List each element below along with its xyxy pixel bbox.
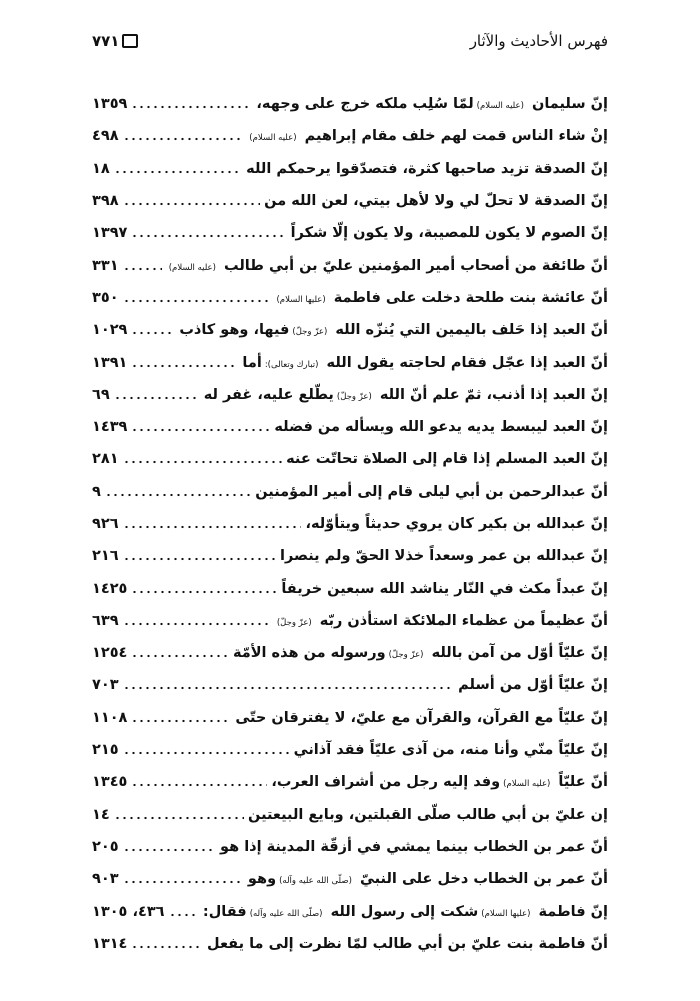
entry-text-segment: إنّ سليمان (531, 96, 608, 113)
index-entry (92, 379, 608, 411)
dot-leader (169, 913, 199, 917)
entry-text-segment: شكت إلى رسول الله (330, 903, 479, 920)
honorific: (عليه السلام) (476, 101, 524, 112)
entry-text (203, 904, 608, 920)
entry-text (242, 355, 608, 371)
entry-text (271, 774, 608, 790)
honorific: (عليه السلام) (503, 779, 551, 790)
page-reference: ٣٣١ (92, 257, 119, 274)
index-entry (92, 476, 608, 508)
entry-text (274, 613, 608, 629)
dot-leader (123, 880, 244, 884)
dot-leader (123, 460, 283, 464)
entry-text-segment: ورسوله من هذه الأمّة (232, 645, 386, 662)
entry-text-segment: فيها، وهو كاذب (179, 322, 290, 339)
entry-text (264, 193, 608, 209)
index-entry (92, 895, 608, 927)
dot-leader (114, 396, 200, 400)
entry-text-segment: أنّ طائفة من أصحاب أمير المؤمنين عليّ بن أبي طالب (224, 257, 608, 274)
dot-leader (123, 751, 290, 755)
entry-text-segment: إن عليّ بن أبي طالب صلّى القبلتين، وبايع البيعتين (248, 806, 608, 823)
dot-leader (114, 816, 244, 820)
index-entry (92, 282, 608, 314)
dot-leader (131, 364, 238, 368)
honorific: (عزّ وجلّ) (388, 650, 424, 661)
index-entry (92, 702, 608, 734)
entry-text (246, 128, 608, 144)
dot-leader (123, 557, 276, 561)
page-reference: ٣٩٨ (92, 193, 119, 210)
index-entry (92, 863, 608, 895)
page-reference: ١٢٥٤ (92, 645, 128, 662)
entry-text-segment: أنّ عائشة بنت طلحة دخلت على فاطمة (333, 289, 608, 306)
entry-text (255, 484, 608, 500)
entry-text (179, 322, 608, 338)
entry-text-segment: لمّا سُلِب ملكه خرج على وجهه، (256, 96, 474, 113)
index-entry (92, 120, 608, 152)
entry-text (207, 936, 608, 952)
index-entry (92, 153, 608, 185)
dot-leader (131, 945, 203, 949)
entry-text-segment: فقال: (202, 903, 247, 920)
index-entry (92, 734, 608, 766)
page-reference: ٩ (92, 483, 101, 500)
entry-text-segment: وفد إليه رجل من أشراف العرب، (271, 774, 501, 791)
dot-leader (123, 686, 455, 690)
dot-leader (131, 590, 277, 594)
index-entry (92, 185, 608, 217)
entry-text-segment: أما (242, 354, 262, 371)
page-reference: ١٣٥٩ (92, 96, 128, 113)
entry-text (235, 710, 608, 726)
entry-text (305, 516, 608, 532)
page-reference: ٧٠٣ (92, 677, 119, 694)
dot-leader (123, 202, 261, 206)
honorific: (صلّى الله عليه وآله) (249, 908, 323, 919)
honorific: (تبارك وتعالى): (264, 359, 319, 370)
index-entry (92, 831, 608, 863)
entry-text (233, 645, 608, 661)
dot-leader (131, 234, 286, 238)
page-reference: ١١٠٨ (92, 709, 128, 726)
index-list (92, 88, 608, 960)
page-reference: ١٣١٤ (92, 935, 128, 952)
page-reference: ١٣٩١ (92, 354, 128, 371)
honorific: (عزّ وجلّ) (276, 617, 312, 628)
entry-text-segment: أنّ عمر بن الخطاب بينما يمشي في أزقّة المدينة إذا هو (220, 838, 608, 855)
honorific: (عليه السلام) (249, 133, 297, 144)
entry-text (281, 581, 608, 597)
dot-leader (114, 170, 242, 174)
entry-text-segment: إنّ عليّاً منّي وأنا منه، من آذى عليّاً فقد آذاني (293, 742, 608, 759)
entry-text-segment: وهو (247, 871, 277, 888)
page-reference: ٩٢٦ (92, 516, 119, 532)
entry-text-segment: إنّ عبدالله بن بكير كان يروي حديثاً ويتأوّله، (305, 516, 608, 532)
honorific: (عليها السلام) (276, 294, 326, 305)
entry-text-segment: إنّ عليّاً أوّل من أسلم (458, 677, 608, 694)
entry-text (291, 225, 608, 241)
dot-leader (123, 622, 270, 626)
entry-text (286, 451, 608, 467)
index-entry (92, 443, 608, 475)
entry-text (274, 419, 608, 435)
page-reference: ٣٥٠ (92, 289, 119, 306)
entry-text-segment: إنّ الصوم لا يكون للمصيبة، ولا يكون إلّا شكراً (290, 225, 608, 242)
entry-text (220, 839, 608, 855)
page-reference: ٤٣٦، ١٣٠٥ (92, 903, 165, 920)
honorific: (صلّى الله عليه وآله) (279, 876, 352, 887)
index-entry (92, 766, 608, 798)
dot-leader (123, 299, 270, 303)
dot-leader (105, 493, 251, 497)
entry-text-segment: إنّ الصدقة تزيد صاحبها كثرة، فتصدّقوا يرحمكم الله (246, 160, 608, 177)
square-ornament-icon (122, 34, 138, 48)
index-entry (92, 249, 608, 281)
page-number: ٧٧١ (92, 32, 120, 50)
dot-leader (131, 654, 229, 658)
page-reference: ١٣٩٧ (92, 225, 128, 242)
entry-text (248, 807, 608, 823)
page-reference: ٦٩ (92, 386, 110, 403)
entry-text-segment: أنّ عظيماً من عظماء الملائكة استأذن ربّه (319, 612, 608, 629)
entry-text-segment: أنّ العبد إذا عجّل فقام لحاجته يقول الله (326, 354, 608, 371)
index-entry (92, 314, 608, 346)
entry-text-segment: أنّ العبد إذا حَلف باليمين التي يُنزّه الله (335, 322, 608, 339)
dot-leader (131, 783, 267, 787)
index-entry (92, 637, 608, 669)
entry-text-segment: إنّ العبد المسلم إذا قام إلى الصلاة تحاتّت عنه (286, 451, 608, 468)
page-reference: ٢٠٥ (92, 838, 119, 855)
entry-text (204, 387, 608, 403)
entry-text-segment: إنّ عليّاً أوّل من آمن بالله (431, 645, 608, 662)
entry-text (273, 290, 608, 306)
entry-text-segment: إنّ العبد ليبسط يديه يدعو الله ويسأله من فضله (274, 419, 608, 436)
dot-leader (131, 428, 270, 432)
index-entry (92, 217, 608, 249)
page-number-block (92, 32, 138, 50)
page-reference: ١٣٤٥ (92, 774, 128, 791)
page-reference: ٤٩٨ (92, 128, 119, 145)
entry-text (246, 161, 608, 177)
entry-text-segment: أنّ عليّاً (558, 774, 608, 791)
entry-text-segment: إنّ عبداً مكث في النّار يناشد الله سبعين خريفاً (281, 580, 608, 597)
entry-text-segment: إنّ العبد إذا أذنب، ثمّ علم أنّ الله (379, 386, 608, 403)
page-reference: ٢١٥ (92, 742, 119, 759)
index-entry (92, 928, 608, 960)
honorific: (عليه السلام) (168, 262, 216, 273)
page-reference: ١٠٢٩ (92, 322, 128, 339)
dot-leader (123, 848, 216, 852)
dot-leader (123, 137, 243, 141)
entry-text (166, 258, 608, 274)
entry-text-segment: أنّ عمر بن الخطاب دخل على النبيّ (359, 871, 608, 888)
index-entry (92, 88, 608, 120)
entry-text-segment: أنّ فاطمة بنت عليّ بن أبي طالب لمّا نظرت إلى ما يفعل (207, 935, 608, 952)
index-entry (92, 540, 608, 572)
index-entry (92, 799, 608, 831)
dot-leader (131, 331, 175, 335)
entry-text-segment: إنّ عبدالله بن عمر وسعداً خذلا الحقّ ولم ينصرا (279, 548, 608, 565)
dot-leader (131, 105, 252, 109)
entry-text (458, 677, 608, 693)
entry-text-segment: إنّ فاطمة (538, 903, 608, 920)
honorific: (عزّ وجلّ) (292, 327, 328, 338)
index-entry (92, 572, 608, 604)
page-reference: ١٤٣٩ (92, 419, 128, 436)
entry-text-segment: إنّ الصدقة لا تحلّ لي ولا لأهل بيتي، لعن الله من (264, 193, 608, 210)
page-reference: ١٤ (92, 806, 110, 823)
page-reference: ٦٣٩ (92, 612, 119, 629)
index-entry (92, 508, 608, 540)
index-entry (92, 669, 608, 701)
page-reference: ٢٨١ (92, 451, 119, 468)
entry-text-segment: أنّ عبدالرحمن بن أبي ليلى قام إلى أمير المؤمنين (255, 483, 608, 500)
index-entry (92, 346, 608, 378)
index-entry (92, 411, 608, 443)
page-reference: ١٨ (92, 160, 110, 177)
page-reference: ١٤٢٥ (92, 580, 128, 597)
dot-leader (131, 719, 231, 723)
entry-text-segment: إنْ شاء الناس قمت لهم خلف مقام إبراهيم (304, 128, 608, 145)
index-entry (92, 605, 608, 637)
entry-text-segment: إنّ عليّاً مع القرآن، والقرآن مع عليّ، لا يفترقان حتّى (235, 709, 608, 726)
page-reference: ٩٠٣ (92, 871, 119, 888)
entry-text (256, 96, 608, 112)
entry-text (248, 871, 608, 887)
dot-leader (123, 267, 162, 271)
running-title: فهرس الأحاديث والآثار (469, 32, 608, 50)
entry-text-segment: يطّلع عليه، غفر له (203, 386, 334, 403)
entry-text (280, 548, 608, 564)
dot-leader (123, 525, 302, 529)
page-header (92, 28, 608, 54)
honorific: (عليها السلام) (481, 908, 531, 919)
page-reference: ٢١٦ (92, 548, 119, 565)
entry-text (294, 742, 608, 758)
honorific: (عزّ وجلّ) (336, 391, 372, 402)
